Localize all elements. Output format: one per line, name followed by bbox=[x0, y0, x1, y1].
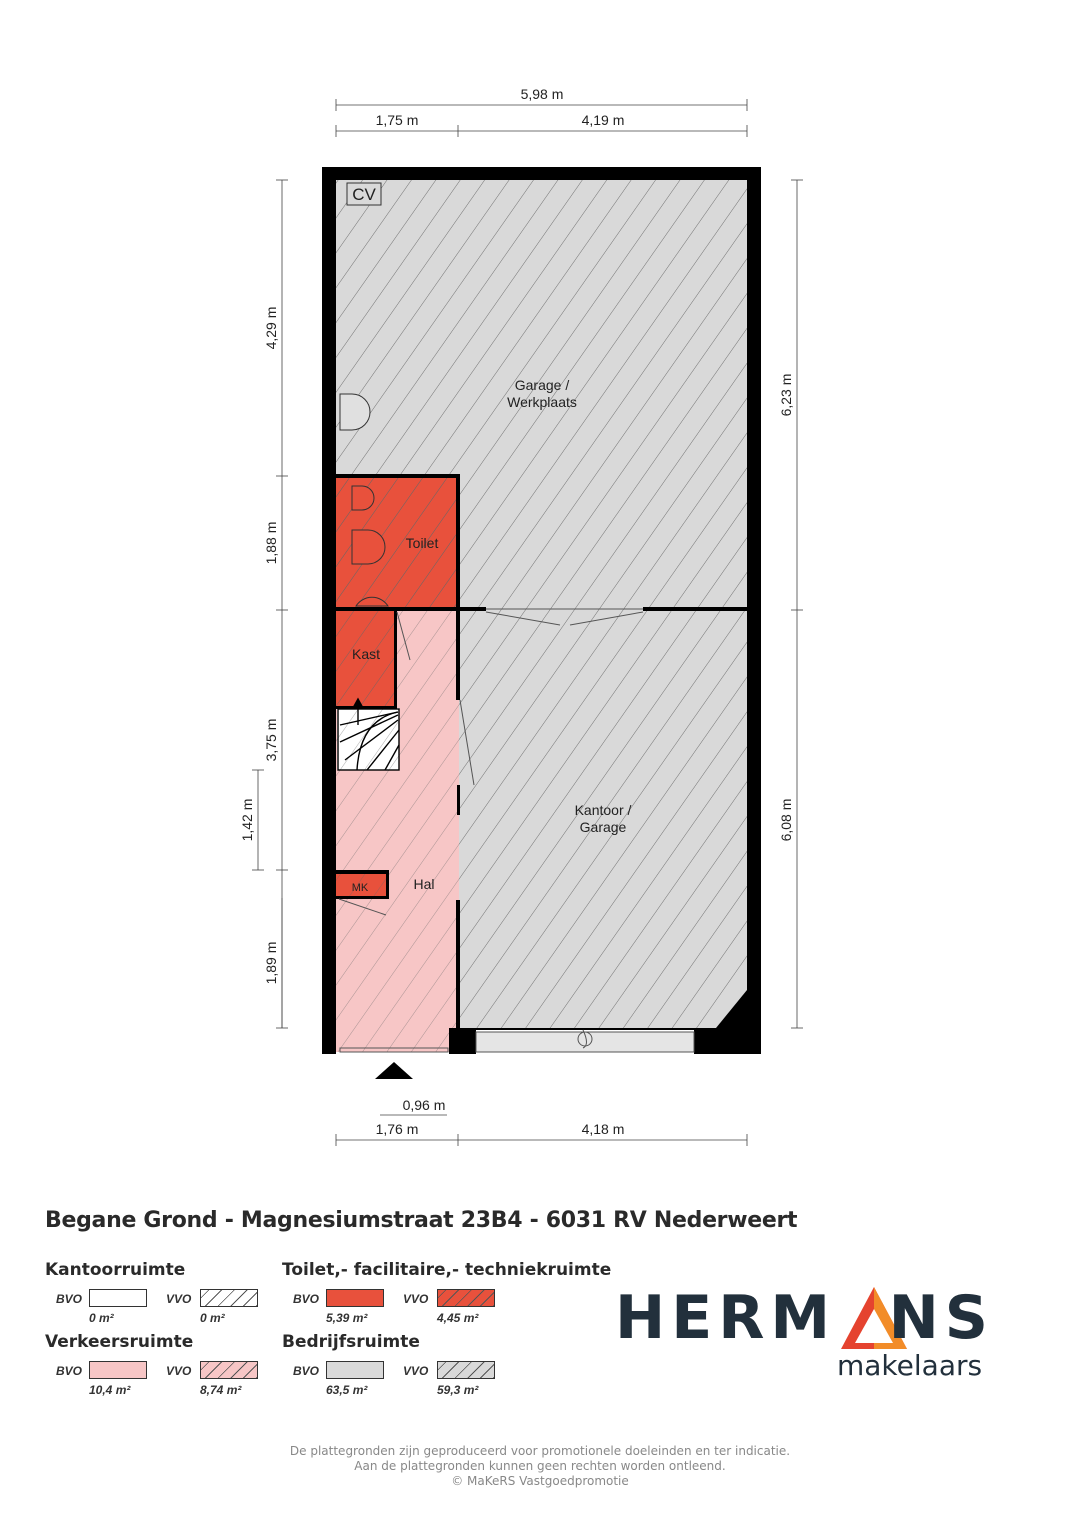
legend-verkeer-bvo-value: 10,4 m² bbox=[89, 1383, 131, 1397]
legend-verkeer-bvo-swatch bbox=[89, 1361, 147, 1379]
room-kantoor-line1: Kantoor / bbox=[574, 802, 632, 818]
legend-kantoor-vvo-label: VVO bbox=[166, 1292, 192, 1306]
legend-kantoor-vvo-value: 0 m² bbox=[200, 1311, 225, 1325]
dim-left-4: 1,42 m bbox=[239, 798, 255, 842]
dim-left-1: 4,29 m bbox=[263, 306, 279, 350]
legend-verkeer-bvo-label: BVO bbox=[56, 1364, 83, 1378]
dim-top-right: 4,19 m bbox=[581, 112, 625, 128]
room-toilet: Toilet bbox=[405, 535, 439, 551]
dim-left-5: 1,89 m bbox=[263, 941, 279, 985]
legend-bedrijf-vvo-swatch bbox=[437, 1361, 495, 1379]
legend-kantoor-bvo-value: 0 m² bbox=[89, 1311, 114, 1325]
legend-bedrijf-bvo-label: BVO bbox=[293, 1364, 320, 1378]
logo-sub: makelaars bbox=[837, 1349, 983, 1382]
legend-verkeer bbox=[45, 1332, 275, 1402]
legend-bedrijf-heading: Bedrijfsruimte bbox=[282, 1332, 420, 1352]
legend-verkeer-heading: Verkeersruimte bbox=[45, 1332, 194, 1352]
toilet-sink-icon bbox=[352, 486, 374, 510]
dim-left-2: 1,88 m bbox=[263, 521, 279, 565]
legend-kantoor-vvo-swatch bbox=[200, 1289, 258, 1307]
wall-bottom-pier-right bbox=[694, 1028, 761, 1054]
legend-bedrijf bbox=[282, 1332, 582, 1402]
disclaimer-line3: © MaKeRS Vastgoedpromotie bbox=[451, 1474, 629, 1488]
room-kantoor-line2: Garage bbox=[579, 819, 627, 835]
toilet-bowl-icon bbox=[352, 530, 385, 564]
wall-top bbox=[322, 167, 761, 180]
dim-top-left: 1,75 m bbox=[375, 112, 419, 128]
legend-bedrijf-vvo-label: VVO bbox=[403, 1364, 429, 1378]
entrance-arrow-icon bbox=[375, 1062, 413, 1079]
disclaimer bbox=[0, 1444, 1080, 1489]
legend-toilet-vvo-label: VVO bbox=[403, 1292, 429, 1306]
legend-bedrijf-bvo-value: 63,5 m² bbox=[326, 1383, 368, 1397]
legend-toilet-vvo-value: 4,45 m² bbox=[437, 1311, 479, 1325]
legend-bedrijf-bvo-swatch bbox=[326, 1361, 384, 1379]
plan-title: Begane Grond - Magnesiumstraat 23B4 - 6031 RV Nederweert bbox=[45, 1208, 798, 1233]
legend-toilet-vvo-swatch bbox=[437, 1289, 495, 1307]
legend-toilet-bvo-value: 5,39 m² bbox=[326, 1311, 368, 1325]
dim-bottom-door: 0,96 m bbox=[402, 1097, 446, 1113]
logo-name: HERM NS bbox=[615, 1283, 995, 1353]
legend-toilet-heading: Toilet,- facilitaire,- techniekruimte bbox=[282, 1260, 612, 1280]
legend-verkeer-vvo-label: VVO bbox=[166, 1364, 192, 1378]
legend-kantoor-bvo-swatch bbox=[89, 1289, 147, 1307]
disclaimer-line1: De plattegronden zijn geproduceerd voor promotionele doeleinden en ter indicatie. bbox=[289, 1444, 791, 1458]
legend-kantoor-heading: Kantoorruimte bbox=[45, 1260, 186, 1280]
room-hal: Hal bbox=[413, 876, 435, 892]
dim-left-3: 3,75 m bbox=[263, 718, 279, 762]
sink-garage bbox=[340, 394, 370, 430]
wall-bottom-pier-left bbox=[449, 1028, 476, 1054]
disclaimer-line2: Aan de plattegronden kunnen geen rechten worden ontleend. bbox=[354, 1459, 726, 1473]
hermans-logo bbox=[615, 1283, 1015, 1393]
wall-left bbox=[322, 167, 336, 1054]
dim-bottom-left: 1,76 m bbox=[375, 1121, 419, 1137]
legend-verkeer-vvo-swatch bbox=[200, 1361, 258, 1379]
dim-right-1: 6,23 m bbox=[778, 373, 794, 417]
dim-right-2: 6,08 m bbox=[778, 798, 794, 842]
room-kast: Kast bbox=[351, 646, 381, 662]
room-cv: CV bbox=[352, 185, 376, 204]
room-garage-line1: Garage / bbox=[514, 377, 570, 393]
dim-top-total: 5,98 m bbox=[520, 86, 564, 102]
legend-kantoor bbox=[45, 1260, 275, 1330]
legend-kantoor-bvo-label: BVO bbox=[56, 1292, 83, 1306]
legend-verkeer-vvo-value: 8,74 m² bbox=[200, 1383, 242, 1397]
dim-bottom-right: 4,18 m bbox=[581, 1121, 625, 1137]
room-garage-line2: Werkplaats bbox=[507, 394, 577, 410]
legend-toilet-bvo-swatch bbox=[326, 1289, 384, 1307]
legend-bedrijf-vvo-value: 59,3 m² bbox=[437, 1383, 479, 1397]
wall-right bbox=[747, 167, 761, 1054]
room-mk: MK bbox=[351, 882, 369, 894]
legend-toilet-bvo-label: BVO bbox=[293, 1292, 320, 1306]
legend-toilet bbox=[282, 1260, 612, 1330]
